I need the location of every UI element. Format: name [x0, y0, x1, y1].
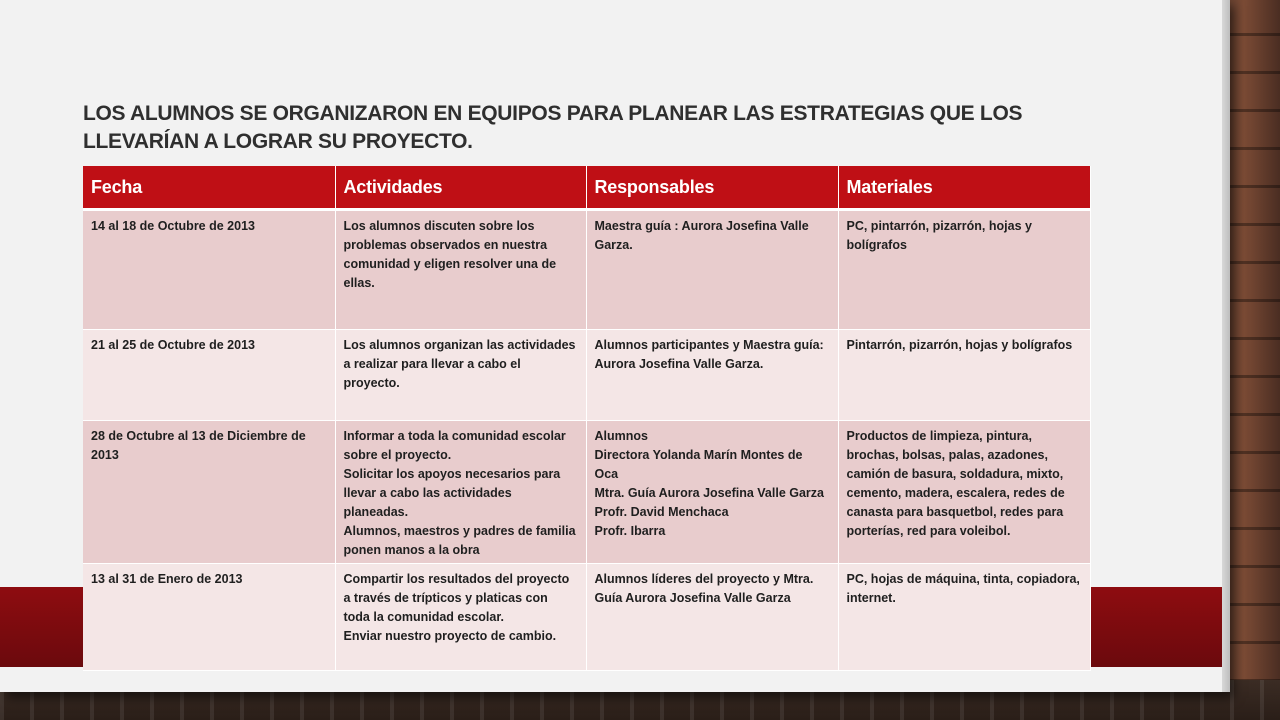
cell-materiales: Productos de limpieza, pintura, brochas, bolsas, palas, azadones, camión de basura, soldadura, mixto, cemento, madera, escalera, redes de canasta para basquetbol, redes para porterías, red para voleibol. — [838, 421, 1090, 564]
cell-responsables: Alumnos Directora Yolanda Marín Montes de Oca Mtra. Guía Aurora Josefina Valle Garza Profr. David Menchaca Profr. Ibarra — [586, 421, 838, 564]
cell-materiales: Pintarrón, pizarrón, hojas y bolígrafos — [838, 330, 1090, 421]
table-row — [83, 421, 1090, 564]
header-materiales: Materiales — [838, 166, 1090, 210]
slide-edge — [1222, 0, 1230, 692]
cell-fecha: 28 de Octubre al 13 de Diciembre de 2013 — [83, 421, 335, 564]
cell-actividades: Informar a toda la comunidad escolar sobre el proyecto. Solicitar los apoyos necesarios para llevar a cabo las actividades planeadas. Alumnos, maestros y padres de familia ponen manos a la obra — [335, 421, 586, 564]
table-header-row — [83, 166, 1090, 210]
header-actividades: Actividades — [335, 166, 586, 210]
cell-materiales: PC, hojas de máquina, tinta, copiadora, internet. — [838, 564, 1090, 671]
cell-responsables: Maestra guía : Aurora Josefina Valle Garza. — [586, 210, 838, 330]
cell-responsables: Alumnos líderes del proyecto y Mtra. Guía Aurora Josefina Valle Garza — [586, 564, 838, 671]
cell-responsables: Alumnos participantes y Maestra guía: Aurora Josefina Valle Garza. — [586, 330, 838, 421]
table-row — [83, 564, 1090, 671]
cell-actividades: Los alumnos organizan las actividades a realizar para llevar a cabo el proyecto. — [335, 330, 586, 421]
header-fecha: Fecha — [83, 166, 335, 210]
header-responsables: Responsables — [586, 166, 838, 210]
cell-fecha: 13 al 31 de Enero de 2013 — [83, 564, 335, 671]
table-row — [83, 330, 1090, 421]
table-row — [83, 210, 1090, 330]
cell-materiales: PC, pintarrón, pizarrón, hojas y bolígrafos — [838, 210, 1090, 330]
activities-table — [83, 166, 1091, 671]
slide-title: LOS ALUMNOS SE ORGANIZARON EN EQUIPOS PARA PLANEAR LAS ESTRATEGIAS QUE LOS LLEVARÍAN A LOGRAR SU PROYECTO. — [83, 102, 1023, 153]
cell-actividades: Los alumnos discuten sobre los problemas observados en nuestra comunidad y eligen resolver una de ellas. — [335, 210, 586, 330]
cell-fecha: 14 al 18 de Octubre de 2013 — [83, 210, 335, 330]
cell-fecha: 21 al 25 de Octubre de 2013 — [83, 330, 335, 421]
cell-actividades: Compartir los resultados del proyecto a través de trípticos y platicas con toda la comunidad escolar. Enviar nuestro proyecto de cambio. — [335, 564, 586, 671]
